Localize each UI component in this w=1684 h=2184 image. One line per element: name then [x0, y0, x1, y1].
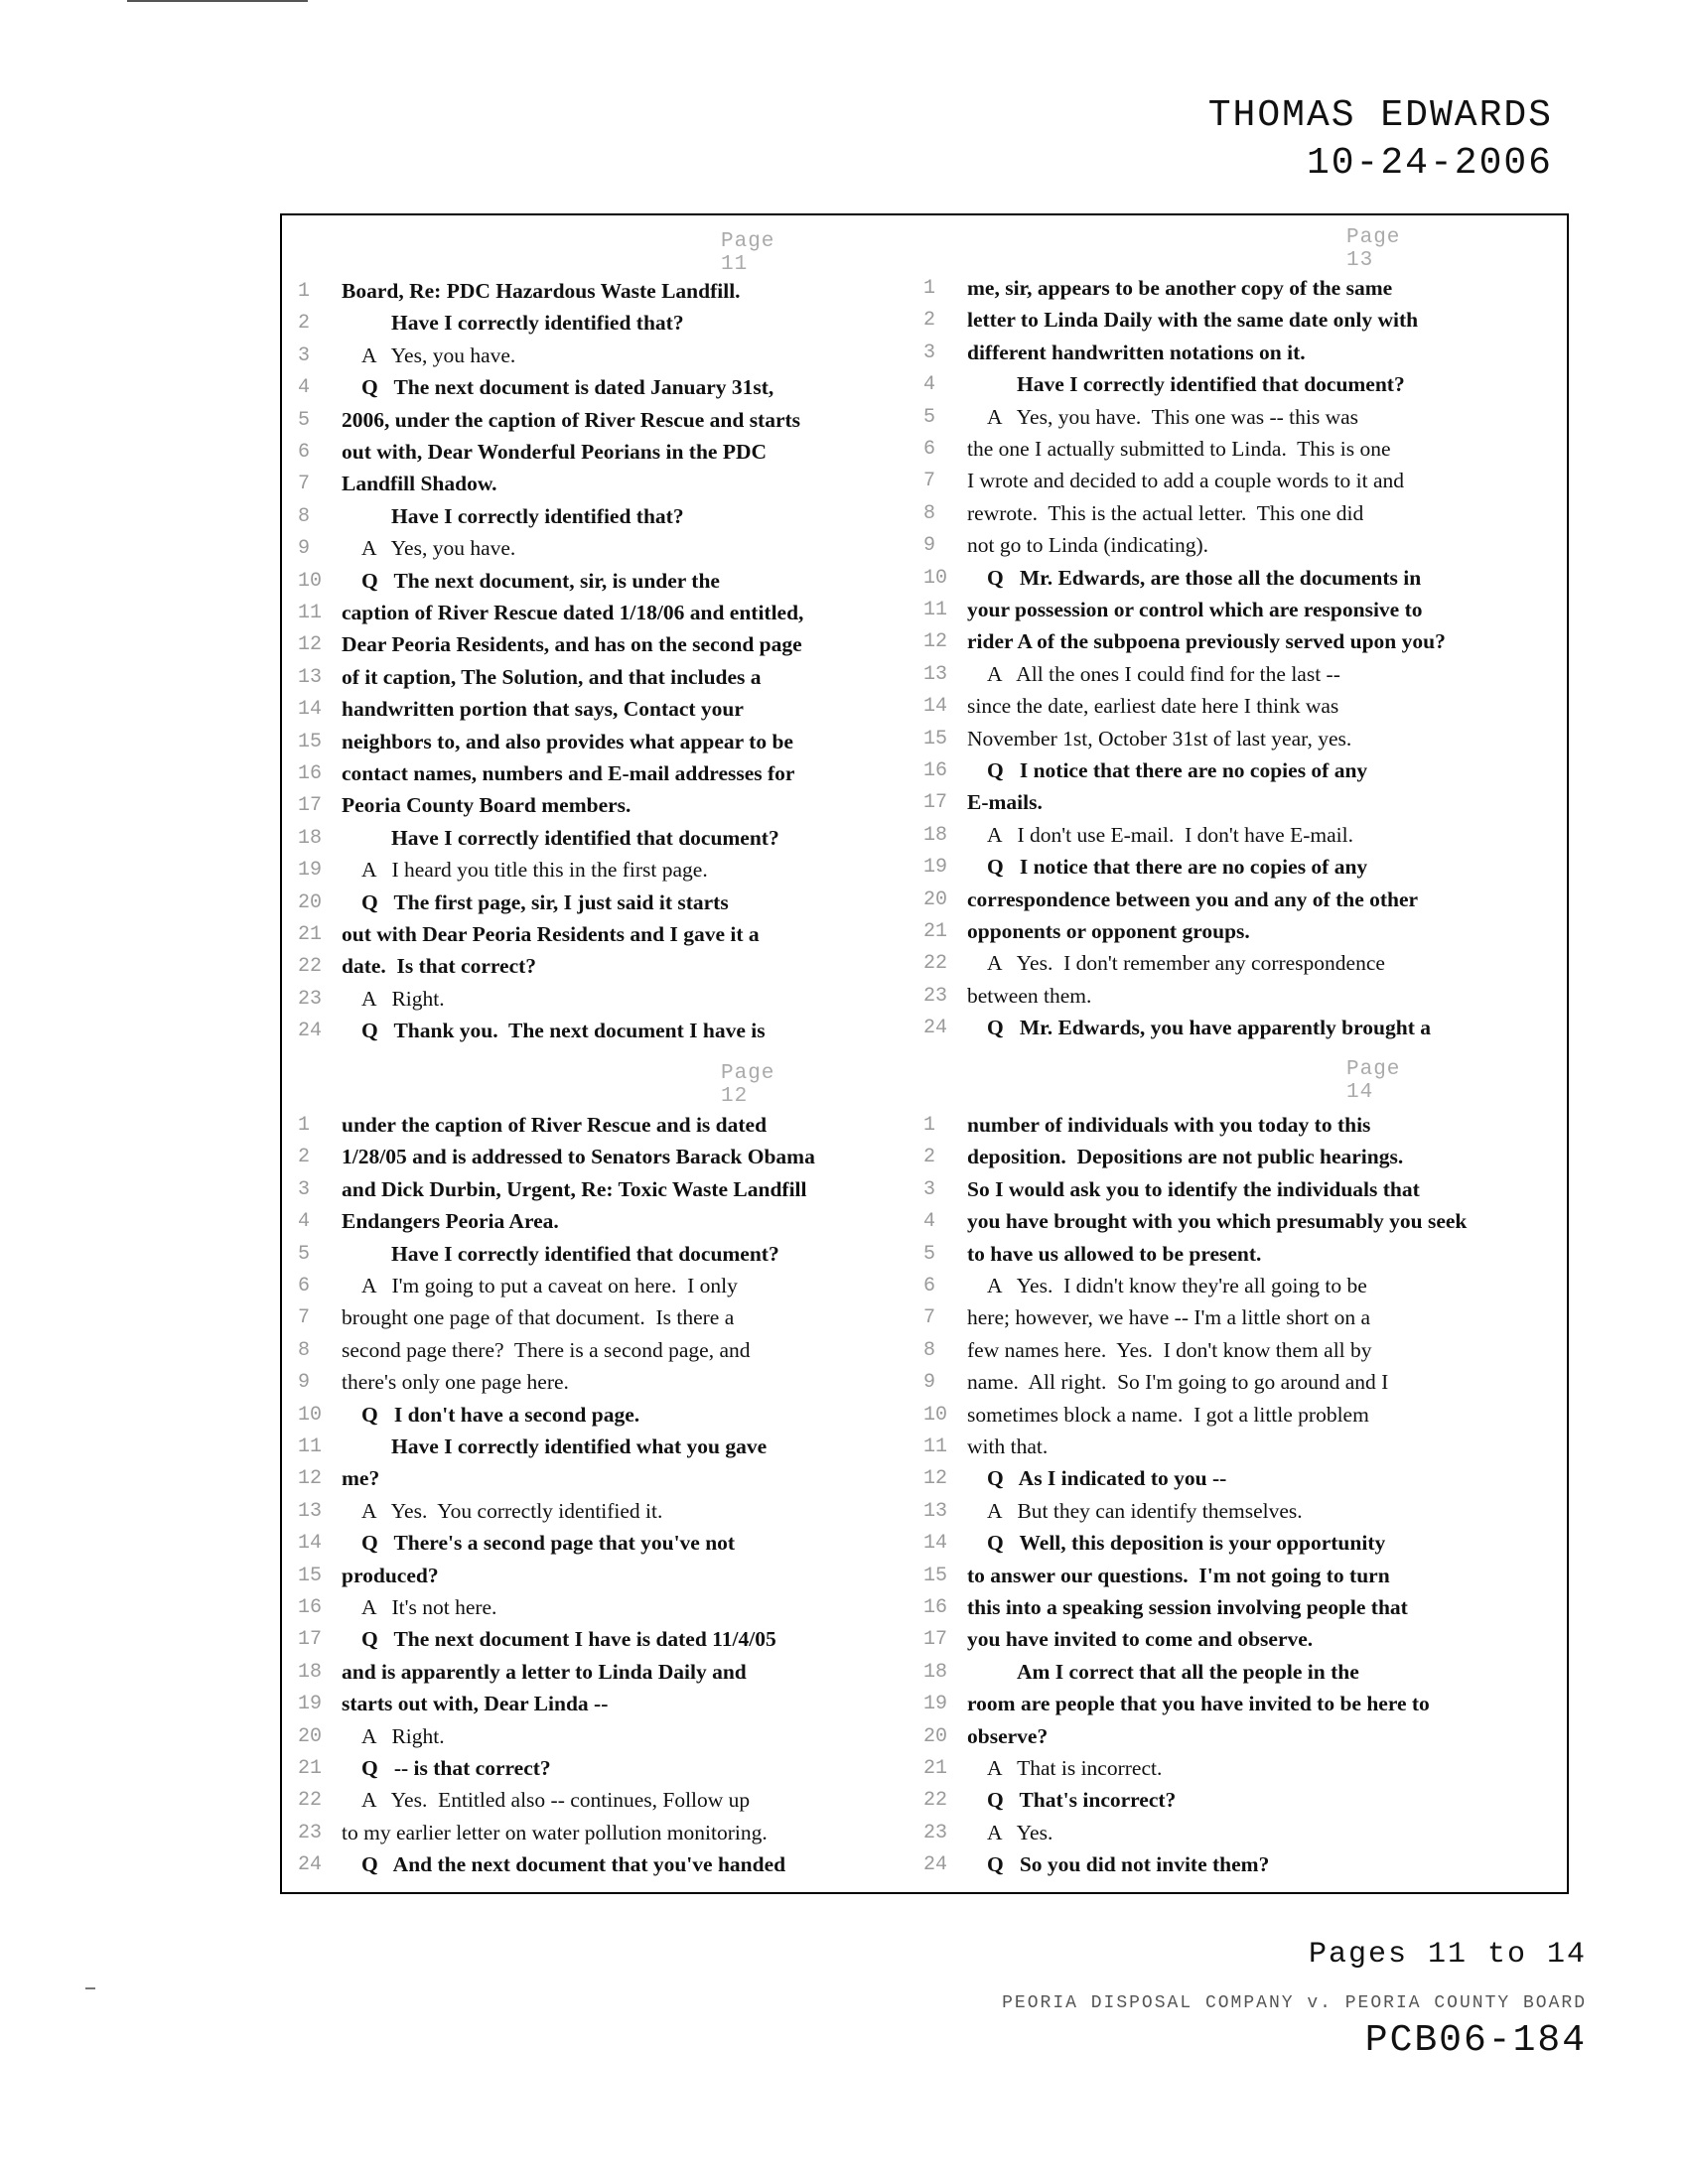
- line-number: 1: [298, 1114, 311, 1137]
- line-text: few names here. Yes. I don't know them all by: [967, 1337, 1372, 1362]
- line-text: Am I correct that all the people in the: [1017, 1659, 1359, 1684]
- line-text: I wrote and decided to add a couple words to it and: [967, 469, 1405, 493]
- line-number: 18: [298, 1660, 323, 1684]
- line-text: Q The next document is dated January 31st,: [361, 375, 774, 400]
- line-text: out with Dear Peoria Residents and I gave it a: [342, 922, 760, 946]
- line-text: me?: [342, 1466, 380, 1491]
- line-text: opponents or opponent groups.: [967, 919, 1250, 943]
- line-number: 2: [298, 1146, 311, 1169]
- line-text: second page there? There is a second page, and: [342, 1337, 751, 1362]
- line-text: the one I actually submitted to Linda. This is one: [967, 437, 1391, 461]
- line-text: Q The next document, sir, is under the: [361, 568, 720, 593]
- deposition-date: 10-24-2006: [1306, 142, 1553, 185]
- line-number: 12: [298, 1467, 323, 1491]
- line-text: A Yes. Entitled also -- continues, Follow up: [361, 1788, 751, 1813]
- page-range: Pages 11 to 14: [1308, 1938, 1587, 1972]
- line-text: Q I notice that there are no copies of any: [987, 855, 1368, 880]
- line-number: 4: [298, 1210, 311, 1234]
- line-number: 10: [923, 1403, 948, 1427]
- line-number: 13: [923, 662, 948, 686]
- line-text: A Yes, you have.: [361, 536, 516, 561]
- line-text: Board, Re: PDC Hazardous Waste Landfill.: [342, 279, 741, 303]
- line-text: room are people that you have invited to be here to: [967, 1692, 1430, 1716]
- line-number: 15: [298, 730, 323, 753]
- line-text: your possession or control which are responsive to: [967, 598, 1423, 621]
- line-text: So I would ask you to identify the individuals that: [967, 1176, 1420, 1201]
- line-number: 7: [298, 473, 311, 496]
- line-text: handwritten portion that says, Contact your: [342, 697, 744, 722]
- line-number: 12: [923, 1467, 948, 1491]
- line-text: Have I correctly identified that document?: [391, 825, 779, 850]
- line-number: 16: [923, 759, 948, 782]
- line-number: 1: [923, 277, 936, 300]
- line-number: 9: [298, 537, 311, 561]
- line-text: me, sir, appears to be another copy of the same: [967, 276, 1393, 300]
- line-number: 1: [923, 1114, 936, 1137]
- line-text: Q So you did not invite them?: [987, 1852, 1270, 1877]
- line-text: sometimes block a name. I got a little problem: [967, 1402, 1369, 1427]
- line-number: 22: [923, 952, 948, 976]
- line-text: not go to Linda (indicating).: [967, 533, 1209, 558]
- case-caption: PEORIA DISPOSAL COMPANY v. PEORIA COUNTY BOARD: [1002, 1993, 1587, 2013]
- line-text: Q There's a second page that you've not: [361, 1531, 736, 1556]
- line-text: Q As I indicated to you --: [987, 1466, 1227, 1491]
- line-text: A Yes.: [987, 1820, 1053, 1844]
- line-number: 7: [923, 1306, 936, 1330]
- line-text: starts out with, Dear Linda --: [342, 1692, 609, 1716]
- line-text: Q -- is that correct?: [361, 1756, 551, 1780]
- line-number: 6: [923, 438, 936, 461]
- line-text: A I don't use E-mail. I don't have E-mail.: [987, 822, 1353, 847]
- line-text: different handwritten notations on it.: [967, 340, 1306, 364]
- line-text: Q And the next document that you've handed: [361, 1852, 786, 1877]
- line-text: Q I notice that there are no copies of any: [987, 758, 1368, 782]
- line-text: A I heard you title this in the first page.: [361, 858, 708, 883]
- line-number: 3: [923, 341, 936, 364]
- line-number: 12: [298, 633, 323, 657]
- line-number: 11: [923, 599, 948, 621]
- line-number: 6: [923, 1275, 936, 1297]
- line-number: 21: [923, 920, 948, 943]
- line-text: A Yes. I don't remember any correspondence: [987, 951, 1385, 976]
- line-number: 10: [298, 569, 323, 593]
- line-text: Q Well, this deposition is your opportunity: [987, 1531, 1386, 1556]
- line-number: 8: [298, 1338, 311, 1362]
- line-text: out with, Dear Wonderful Peorians in the PDC: [342, 440, 768, 464]
- line-number: 14: [298, 698, 323, 722]
- line-number: 16: [298, 762, 323, 785]
- top-rule: [127, 0, 308, 2]
- line-number: 8: [298, 504, 311, 528]
- page-number-label: Page 11: [721, 230, 775, 276]
- line-text: Have I correctly identified that?: [391, 311, 684, 336]
- line-text: A I'm going to put a caveat on here. I only: [361, 1274, 738, 1297]
- line-text: correspondence between you and any of the other: [967, 887, 1419, 911]
- line-text: Have I correctly identified that?: [391, 503, 684, 528]
- line-number: 2: [298, 312, 311, 336]
- line-number: 18: [298, 826, 323, 850]
- line-number: 5: [923, 405, 936, 429]
- line-number: 7: [298, 1306, 311, 1330]
- line-text: Peoria County Board members.: [342, 793, 632, 818]
- line-number: 2: [923, 1146, 936, 1169]
- line-text: A But they can identify themselves.: [987, 1498, 1303, 1523]
- docket-number: PCB06-184: [1364, 2019, 1587, 2062]
- line-number: 12: [923, 630, 948, 654]
- line-text: rider A of the subpoena previously served upon you?: [967, 629, 1446, 654]
- line-number: 24: [298, 1853, 323, 1877]
- line-text: observe?: [967, 1723, 1049, 1748]
- line-number: 13: [298, 1499, 323, 1523]
- line-number: 3: [298, 1177, 311, 1201]
- line-text: Q That's incorrect?: [987, 1788, 1177, 1813]
- line-number: 11: [923, 1435, 948, 1458]
- line-number: 9: [923, 1371, 936, 1395]
- line-number: 10: [923, 566, 948, 590]
- line-text: A Yes. I didn't know they're all going to be: [987, 1274, 1367, 1297]
- line-number: 15: [923, 1564, 948, 1587]
- line-number: 19: [923, 1693, 948, 1716]
- line-text: A Right.: [361, 1723, 445, 1748]
- line-number: 23: [923, 1821, 948, 1844]
- line-text: November 1st, October 31st of last year, yes.: [967, 726, 1352, 751]
- line-text: 1/28/05 and is addressed to Senators Barack Obama: [342, 1145, 815, 1169]
- line-number: 4: [298, 376, 311, 400]
- page-number-label: Page 14: [1346, 1058, 1401, 1104]
- line-number: 9: [923, 534, 936, 558]
- deponent-name: THOMAS EDWARDS: [1207, 94, 1553, 137]
- line-text: Q Thank you. The next document I have is: [361, 1019, 766, 1043]
- line-number: 24: [298, 1020, 323, 1043]
- line-number: 3: [923, 1177, 936, 1201]
- line-number: 7: [923, 470, 936, 493]
- line-number: 24: [923, 1017, 948, 1040]
- line-text: A Yes, you have.: [361, 342, 516, 367]
- line-text: A Yes, you have. This one was -- this was: [987, 404, 1359, 429]
- line-text: Q The first page, sir, I just said it starts: [361, 889, 729, 914]
- line-number: 5: [923, 1242, 936, 1266]
- line-number: 17: [923, 791, 948, 815]
- line-text: Dear Peoria Residents, and has on the second page: [342, 632, 802, 657]
- line-text: 2006, under the caption of River Rescue and starts: [342, 407, 801, 432]
- margin-mark: [85, 1987, 95, 1989]
- line-number: 2: [923, 309, 936, 333]
- line-text: Q Mr. Edwards, you have apparently brought a: [987, 1016, 1431, 1040]
- line-text: Have I correctly identified that document?: [1017, 372, 1405, 397]
- line-number: 20: [298, 890, 323, 914]
- line-number: 17: [298, 794, 323, 818]
- line-number: 21: [923, 1757, 948, 1780]
- line-number: 14: [923, 1532, 948, 1556]
- line-number: 6: [298, 441, 311, 464]
- line-number: 17: [298, 1628, 323, 1652]
- line-number: 8: [923, 501, 936, 525]
- line-text: A All the ones I could find for the last --: [987, 661, 1340, 686]
- line-number: 5: [298, 408, 311, 432]
- line-number: 16: [298, 1596, 323, 1619]
- line-number: 23: [923, 984, 948, 1008]
- line-text: Have I correctly identified what you gave: [391, 1434, 768, 1458]
- line-text: rewrote. This is the actual letter. This one did: [967, 500, 1364, 525]
- line-number: 22: [298, 1789, 323, 1813]
- line-number: 13: [923, 1499, 948, 1523]
- line-number: 14: [298, 1532, 323, 1556]
- line-text: Q Mr. Edwards, are those all the documents in: [987, 565, 1422, 590]
- line-number: 4: [923, 373, 936, 397]
- line-text: A That is incorrect.: [987, 1756, 1163, 1780]
- line-text: under the caption of River Rescue and is dated: [342, 1113, 768, 1137]
- line-number: 17: [923, 1628, 948, 1652]
- line-text: brought one page of that document. Is there a: [342, 1305, 735, 1330]
- line-number: 21: [298, 923, 323, 946]
- line-text: you have brought with you which presumably you seek: [967, 1209, 1468, 1234]
- line-number: 22: [923, 1789, 948, 1813]
- line-text: this into a speaking session involving people that: [967, 1595, 1408, 1619]
- line-text: between them.: [967, 983, 1092, 1008]
- line-text: there's only one page here.: [342, 1370, 569, 1395]
- line-text: contact names, numbers and E-mail addresses for: [342, 761, 795, 785]
- line-text: number of individuals with you today to this: [967, 1113, 1371, 1137]
- line-text: A Yes. You correctly identified it.: [361, 1498, 663, 1523]
- line-number: 20: [923, 887, 948, 911]
- line-number: 13: [298, 665, 323, 689]
- line-text: date. Is that correct?: [342, 954, 537, 979]
- line-text: deposition. Depositions are not public hearings.: [967, 1145, 1404, 1169]
- line-number: 5: [298, 1242, 311, 1266]
- line-number: 21: [298, 1757, 323, 1780]
- line-number: 10: [298, 1403, 323, 1427]
- line-number: 8: [923, 1338, 936, 1362]
- line-number: 20: [923, 1724, 948, 1748]
- line-text: to have us allowed to be present.: [967, 1241, 1262, 1266]
- line-text: Q The next document I have is dated 11/4/05: [361, 1627, 776, 1652]
- line-text: letter to Linda Daily with the same date only with: [967, 308, 1419, 333]
- line-number: 14: [923, 695, 948, 719]
- line-number: 19: [923, 856, 948, 880]
- line-number: 23: [298, 987, 323, 1011]
- line-text: Endangers Peoria Area.: [342, 1209, 559, 1234]
- line-number: 24: [923, 1853, 948, 1877]
- line-text: of it caption, The Solution, and that includes a: [342, 664, 762, 689]
- line-number: 23: [298, 1821, 323, 1844]
- line-text: Landfill Shadow.: [342, 472, 497, 496]
- line-number: 18: [923, 1660, 948, 1684]
- line-number: 11: [298, 1435, 323, 1458]
- line-text: caption of River Rescue dated 1/18/06 and entitled,: [342, 601, 804, 624]
- line-number: 3: [298, 343, 311, 367]
- line-text: neighbors to, and also provides what appear to be: [342, 729, 793, 753]
- line-number: 18: [923, 823, 948, 847]
- line-text: and Dick Durbin, Urgent, Re: Toxic Waste Landfill: [342, 1176, 807, 1201]
- line-number: 6: [298, 1275, 311, 1297]
- line-text: and is apparently a letter to Linda Daily and: [342, 1659, 747, 1684]
- page-number-label: Page 13: [1346, 226, 1401, 272]
- line-text: E-mails.: [967, 790, 1043, 815]
- line-number: 22: [298, 955, 323, 979]
- line-number: 1: [298, 280, 311, 303]
- line-text: to answer our questions. I'm not going to turn: [967, 1563, 1390, 1587]
- page-number-label: Page 12: [721, 1062, 775, 1108]
- line-number: 4: [923, 1210, 936, 1234]
- line-text: name. All right. So I'm going to go around and I: [967, 1370, 1389, 1395]
- line-text: A It's not here.: [361, 1595, 497, 1619]
- line-number: 11: [298, 602, 323, 624]
- line-number: 19: [298, 1693, 323, 1716]
- line-number: 9: [298, 1371, 311, 1395]
- line-text: you have invited to come and observe.: [967, 1627, 1314, 1652]
- line-text: since the date, earliest date here I think was: [967, 694, 1339, 719]
- line-number: 15: [298, 1564, 323, 1587]
- line-text: here; however, we have -- I'm a little short on a: [967, 1305, 1370, 1330]
- line-text: Q I don't have a second page.: [361, 1402, 640, 1427]
- line-text: to my earlier letter on water pollution monitoring.: [342, 1820, 768, 1844]
- line-text: Have I correctly identified that document?: [391, 1241, 779, 1266]
- line-number: 16: [923, 1596, 948, 1619]
- line-text: A Right.: [361, 986, 445, 1011]
- line-text: produced?: [342, 1563, 439, 1587]
- line-number: 20: [298, 1724, 323, 1748]
- line-number: 15: [923, 727, 948, 751]
- line-text: with that.: [967, 1434, 1049, 1458]
- line-number: 19: [298, 859, 323, 883]
